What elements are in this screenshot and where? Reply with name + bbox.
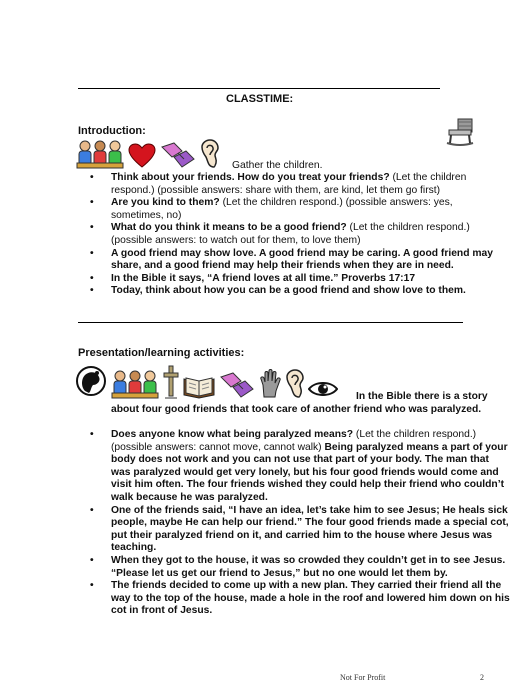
introduction-icons (76, 139, 220, 174)
list-item: • In the Bible it says, “A friend loves at all time.” Proverbs 17:17 (111, 273, 506, 286)
presentation-bullets (111, 429, 511, 618)
list-item: • A good friend may show love. A good friend may be caring. A good friend may share, and a good friend may help their friends when they are in need. (111, 248, 506, 273)
list-item: • Think about your friends. How do you treat your friends? (Let the children respond.) (possible answers: share with them, are kind, let them go first) (111, 172, 506, 197)
introduction-heading: Introduction: (78, 125, 146, 137)
gather-text: Gather the children. (232, 160, 323, 171)
page-number: 2 (480, 673, 484, 682)
list-item: • Today, think about how you can be a good friend and show love to them. (111, 285, 506, 298)
classtime-title: CLASSTIME: (226, 93, 294, 105)
list-item: • Are you kind to them? (Let the children respond.) (possible answers: yes, sometimes, no) (111, 197, 506, 222)
list-item: • One of the friends said, “I have an idea, let’s take him to see Jesus; He heals sick people, maybe He can help our friend.” The four good friends made a special cot, put their paralyzed friend on it, and carried him to the house where Jesus was teaching. (111, 505, 511, 555)
introduction-bullets (111, 172, 506, 298)
middle-rule (78, 322, 463, 323)
helping-hands-icon (160, 141, 196, 174)
presentation-heading: Presentation/learning activities: (78, 347, 245, 359)
footer-label: Not For Profit (340, 673, 386, 682)
thinking-head-icon (75, 365, 107, 404)
children-group-icon (76, 139, 124, 174)
presentation-lead: In the Bible there is a story about four good friends that took care of another friend who was paralyzed. (111, 391, 488, 415)
heart-icon (128, 143, 156, 174)
list-item: • Does anyone know what being paralyzed means? (Let the children respond.) (possible answers: cannot move, cannot walk) Being paralyzed means a part of your body does not work and you can not use that part of your body. The man that was paralyzed would get very lonely, but his four good friends would come and visit him often. The four friends wished they could help their friend who couldn’t walk because he was paralyzed. (111, 429, 511, 505)
list-item: • When they got to the house, it was so crowded they couldn’t get in to see Jesus. “Please let us get our friend to Jesus,” but no one would let them by. (111, 555, 511, 580)
rocking-chair-icon (443, 116, 477, 151)
list-item: • What do you think it means to be a good friend? (Let the children respond.) (possible answers: to watch out for them, to love them) (111, 222, 506, 247)
ear-icon (200, 139, 220, 174)
list-item: • The friends decided to come up with a new plan. They carried their friend all the way to the top of the house, made a hole in the roof and lowered him down on his cot in front of Jesus. (111, 580, 511, 618)
top-rule (78, 88, 440, 89)
